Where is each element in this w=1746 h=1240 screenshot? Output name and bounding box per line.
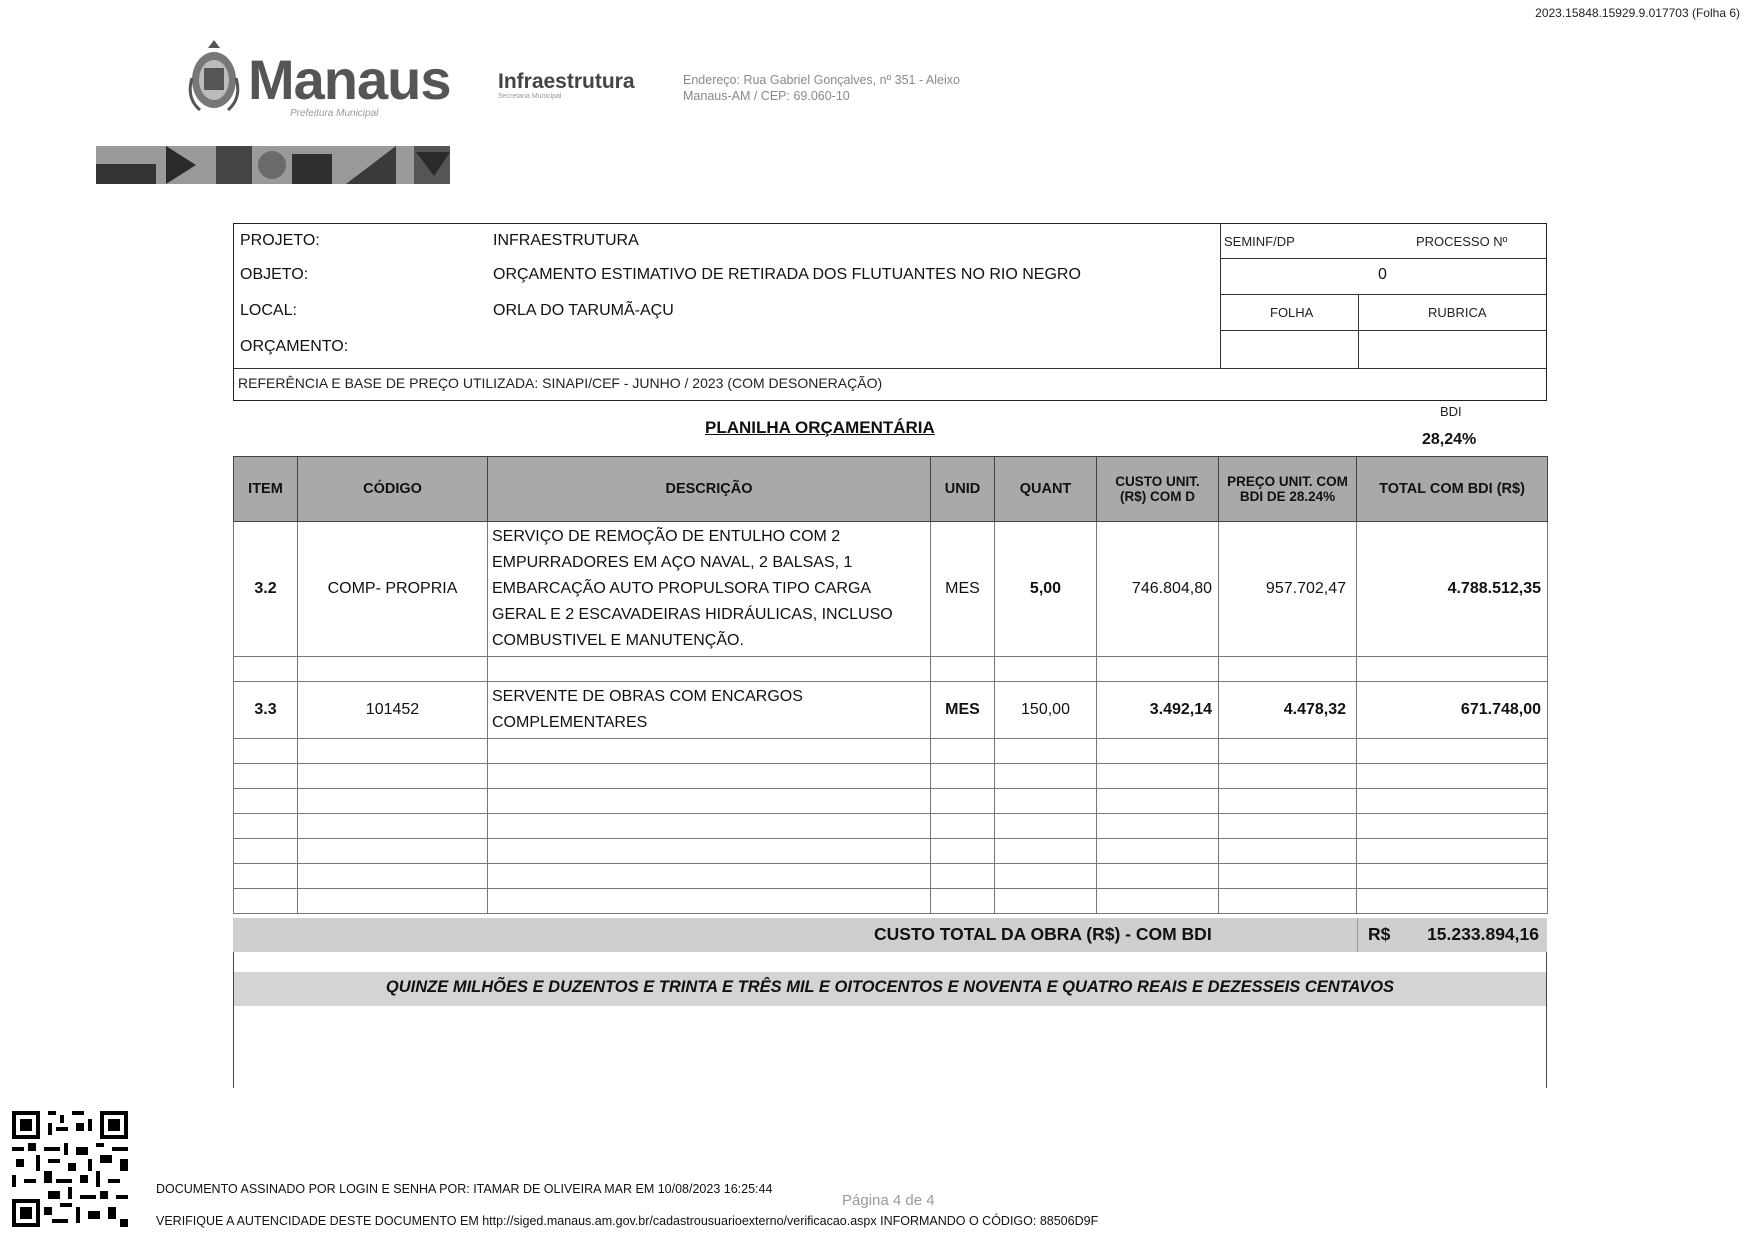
processo-label: PROCESSO Nº	[1416, 234, 1508, 249]
bdi-label: BDI	[1440, 404, 1462, 419]
address	[683, 72, 960, 104]
frame-line	[233, 952, 234, 1088]
column-header-descricao: DESCRIÇÃO	[488, 457, 931, 522]
column-header-preco: PREÇO UNIT. COM BDI DE 28.24%	[1219, 457, 1357, 522]
column-header-quant: QUANT	[995, 457, 1097, 522]
row-item: 3.2	[234, 522, 298, 657]
row-total: 671.748,00	[1357, 682, 1548, 739]
grid-line	[1220, 330, 1546, 331]
amount-in-words: QUINZE MILHÕES E DUZENTOS E TRINTA E TRÊS MIL E OITOCENTOS E NOVENTA E QUATRO REAIS E DEZESSEIS CENTAVOS	[385, 978, 1395, 996]
department-subtitle: Secretaria Municipal	[498, 93, 562, 100]
signature-info: DOCUMENTO ASSINADO POR LOGIN E SENHA POR: ITAMAR DE OLIVEIRA MAR EM 10/08/2023 16:25:44	[156, 1182, 773, 1196]
row-quant: 150,00	[995, 682, 1097, 739]
projeto-value: INFRAESTRUTURA	[493, 232, 639, 249]
total-label: CUSTO TOTAL DA OBRA (R$) - COM BDI	[874, 924, 1212, 944]
row-quant: 5,00	[995, 522, 1097, 657]
qr-code-icon	[12, 1111, 128, 1227]
rubrica-label: RUBRICA	[1428, 305, 1487, 320]
row-item: 3.3	[234, 682, 298, 739]
budget-table	[233, 456, 1548, 914]
processo-value: 0	[1378, 266, 1387, 283]
bdi-value: 28,24%	[1422, 431, 1477, 448]
row-preco: 4.478,32	[1219, 682, 1357, 739]
table-row	[234, 682, 1548, 739]
folha-label: FOLHA	[1270, 305, 1314, 320]
orcamento-label: ORÇAMENTO:	[240, 338, 349, 355]
referencia-text: REFERÊNCIA E BASE DE PREÇO UTILIZADA: SINAPI/CEF - JUNHO / 2023 (COM DESONERAÇÃO)	[238, 375, 883, 391]
coat-of-arms-icon	[186, 38, 242, 116]
table-row	[234, 657, 1548, 682]
row-codigo: COMP- PROPRIA	[298, 522, 488, 657]
document-id: 2023.15848.15929.9.017703 (Folha 6)	[1535, 6, 1740, 20]
row-unid: MES	[931, 682, 995, 739]
total-currency: R$	[1368, 924, 1391, 944]
table-row	[234, 764, 1548, 789]
row-custo: 746.804,80	[1097, 522, 1219, 657]
logo-text: Manaus	[248, 48, 451, 111]
column-header-total: TOTAL COM BDI (R$)	[1357, 457, 1548, 522]
table-row	[234, 864, 1548, 889]
local-value: ORLA DO TARUMÃ-AÇU	[493, 302, 674, 319]
column-header-custo: CUSTO UNIT. (R$) COM D	[1097, 457, 1219, 522]
table-row	[234, 522, 1548, 657]
grid-line	[1220, 224, 1221, 368]
department-name: Infraestrutura	[498, 70, 635, 93]
row-codigo: 101452	[298, 682, 488, 739]
table-row	[234, 739, 1548, 764]
decorative-pattern	[96, 146, 450, 184]
project-info-box	[233, 223, 1547, 401]
grid-line	[1358, 294, 1359, 368]
total-value: 15.233.894,16	[1427, 924, 1539, 944]
objeto-value: ORÇAMENTO ESTIMATIVO DE RETIRADA DOS FLUTUANTES NO RIO NEGRO	[493, 266, 1081, 283]
table-header-row	[234, 457, 1548, 522]
local-label: LOCAL:	[240, 302, 297, 319]
address-line-1: Endereço: Rua Gabriel Gonçalves, nº 351 - Aleixo	[683, 73, 960, 87]
column-header-item: ITEM	[234, 457, 298, 522]
table-row	[234, 839, 1548, 864]
planilha-title: PLANILHA ORÇAMENTÁRIA	[705, 418, 935, 437]
table-row	[234, 814, 1548, 839]
row-unid: MES	[931, 522, 995, 657]
column-header-codigo: CÓDIGO	[298, 457, 488, 522]
grid-line	[1220, 294, 1546, 295]
page-number: Página 4 de 4	[842, 1192, 935, 1209]
table-row	[234, 789, 1548, 814]
projeto-label: PROJETO:	[240, 232, 320, 249]
verification-info: VERIFIQUE A AUTENCIDADE DESTE DOCUMENTO EM http://siged.manaus.am.gov.br/cadastrousuarioexterno/verificacao.aspx INFORMANDO O CÓDIGO: 88506D9F	[156, 1214, 1099, 1228]
logo-subtitle: Prefeitura Municipal	[290, 108, 379, 119]
grid-line	[1220, 258, 1546, 259]
row-custo: 3.492,14	[1097, 682, 1219, 739]
row-preco: 957.702,47	[1219, 522, 1357, 657]
seminf-label: SEMINF/DP	[1224, 234, 1295, 249]
row-descricao: SERVIÇO DE REMOÇÃO DE ENTULHO COM 2 EMPURRADORES EM AÇO NAVAL, 2 BALSAS, 1 EMBARCAÇÃO AUTO PROPULSORA TIPO CARGA GERAL E 2 ESCAVADEIRAS HIDRÁULICAS, INCLUSO COMBUSTIVEL E MANUTENÇÃO.	[488, 522, 931, 657]
frame-line	[1546, 952, 1547, 1088]
column-header-unid: UNID	[931, 457, 995, 522]
total-separator	[1357, 918, 1358, 952]
table-row	[234, 889, 1548, 914]
info-divider	[234, 368, 1546, 369]
address-line-2: Manaus-AM / CEP: 69.060-10	[683, 89, 850, 103]
objeto-label: OBJETO:	[240, 266, 309, 283]
row-total: 4.788.512,35	[1357, 522, 1548, 657]
row-descricao: SERVENTE DE OBRAS COM ENCARGOS COMPLEMENTARES	[488, 682, 931, 739]
